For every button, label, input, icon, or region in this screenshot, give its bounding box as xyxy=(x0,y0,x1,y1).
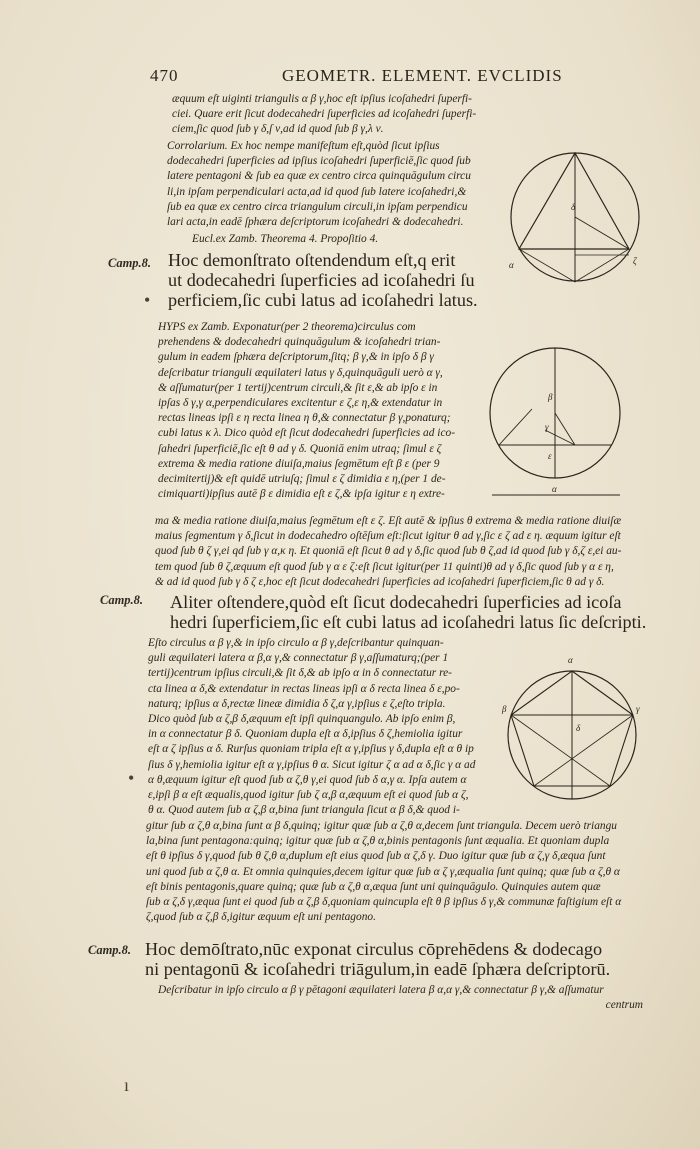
text-line: ciei. Quare erit ſicut dodecahedri ſuperficies ad icoſahedri ſuperfi- xyxy=(172,108,477,121)
margin-note: Camp.8. xyxy=(100,593,144,607)
ink-mark: • xyxy=(144,290,151,310)
figure-circle-construction xyxy=(490,335,640,505)
next-proposition xyxy=(145,939,655,979)
margin-note: Camp.8. xyxy=(108,256,152,270)
text-line: naturq; ipſius α δ,rectæ lineæ dimidia δ ζ,α γ,ipſius ε ζ,eſto tripla. xyxy=(148,697,446,710)
text-line: Eſto circulus α β γ,& in ipſo circulo α β γ,deſcribantur quinquan- xyxy=(148,637,444,649)
text-line: tem quod ſub θ ζ,æquum eſt quod ſub γ α ε ζ:eſt ſicut igitur(per 11 quinti)θ ad γ δ,ſic quod ſub γ α ε η, xyxy=(155,560,614,573)
text-line: ſius δ γ,hemiolia igitur eſt α γ,ipſius θ α. Sicut igitur ζ α ad α δ,ſic γ α ad xyxy=(148,758,476,771)
margin-note: Camp.8. xyxy=(88,943,132,957)
text-line: uni quod ſub α ζ,θ α. Et omnia quinquies,decem igitur quæ ſub α ζ γ,æqualia ſunt quinq; quæ ſub α ζ,θ α xyxy=(146,865,620,878)
text-line: extrema & media ratione diuiſa,maius ſegmētum eſt β ε (per 9 xyxy=(158,457,440,470)
text-line: decimitertij)& eſt quidē utriuſq; ſimul ε ζ dimidia ε η,(per 1 de- xyxy=(158,473,446,486)
ink-mark: • xyxy=(128,768,135,788)
figure-label: α xyxy=(552,484,557,494)
text-line: cta linea α δ,& extendatur in rectas lineas ipſi α δ recta linea δ ε,po- xyxy=(148,682,460,695)
text-line: cimiquarti)ipſius autē β ε dimidia eſt ε ζ,& ipſa igitur ε η extre- xyxy=(158,488,445,501)
text-line: lari acta,in eadē ſphæra deſcriptorum icoſahedri & dodecahedri. xyxy=(167,216,464,229)
figure-label: ζ xyxy=(633,256,637,266)
closing-text xyxy=(158,983,643,1013)
text-line: Hoc demonſtrato oſtendendum eſt,q erit xyxy=(168,250,456,270)
text-line: tertij)centrum ipſius circuli,& ſit δ,& ab ipſo α in δ connectatur re- xyxy=(148,667,452,680)
text-line: hedri ſuperficiem,ſic eſt cubi latus ad icoſahedri latus ſic deſcripti. xyxy=(170,612,647,633)
text-line: in α connectatur β δ. Quoniam dupla eſt α δ,ipſius δ ζ,hemiolia igitur xyxy=(148,728,463,741)
text-line: ſub α ζ,δ γ,æqua ſunt ei quod ſub α ζ,β δ,quoniam quincupla eſt θ β ipſius δ γ,& communæ faſtigium eſt α xyxy=(146,896,622,909)
text-line: gitur ſub α ζ,θ α,bina ſunt α β δ,quinq; igitur quæ ſub α ζ,θ α,decem ſunt triangula. Decem uerò triangu xyxy=(146,820,617,832)
figure-label: γ xyxy=(545,422,549,432)
text-line: ut dodecahedri ſuperficies ad icoſahedri ſu xyxy=(168,270,475,291)
text-line: li,in ipſam perpendiculari acta,ad id quod ſub latere icoſahedri,& xyxy=(167,185,467,198)
opening-text xyxy=(172,92,502,138)
text-line: ni pentagonū & icoſahedri triāgulum,in eadē ſphæra deſcriptorū. xyxy=(145,959,611,980)
text-line: ma & media ratione diuiſa,maius ſegmētum eſt ε ζ. Eſt autē & ipſius θ extrema & media ratione diuiſæ xyxy=(155,515,622,527)
hypothesis-text xyxy=(158,320,484,502)
text-line: eſt α ζ ipſius α δ. Rurſus quoniam tripla eſt α γ,ipſius γ δ,dupla eſt α θ ip xyxy=(148,743,474,756)
running-title: GEOMETR. ELEMENT. EVCLIDIS xyxy=(282,66,563,85)
text-line: & aſſumatur(per 1 tertij)centrum circuli,& ſit ε,& ab ipſo ε in xyxy=(158,381,438,394)
figure-label: α xyxy=(568,655,573,665)
running-header xyxy=(150,66,670,88)
text-line: ſahedri ſuperficiē,ſic eſt θ ad γ δ. Quoniā enim utraq; ſimul ε ζ xyxy=(158,442,442,455)
text-line: rectas lineas ipſi ε η recta linea η θ,& connectatur β γ,ponaturq; xyxy=(158,412,451,425)
text-line: cubi latus κ λ. Dico quòd eſt ſicut dodecahedri ſuperficies ad ico- xyxy=(158,427,456,440)
text-line: deſcribatur trianguli æquilateri latus γ δ,quinquāguli uerò α γ, xyxy=(158,366,443,379)
figure-label: β xyxy=(502,704,507,714)
text-line: ipſas δ γ,γ α,perpendiculares excitentur ε ζ,ε η,& extendatur in xyxy=(158,397,443,410)
text-line: eſt binis pentagonis,quare quinq; quæ ſub α ζ,θ α,æqua ſunt uni quinquāgulo. Quinquies autem quæ xyxy=(146,880,601,893)
text-line: ſub ea quæ ex centro circa triangulum circuli,in ipſam perpendicu xyxy=(167,200,468,213)
text-line: & ad id quod ſub γ δ ζ ε,hoc eſt ſicut dodecahedri ſuperficies ad icoſahedri ſuperficiem,ſic θ ad γ δ. xyxy=(155,575,605,588)
theorem-heading: Eucl.ex Zamb. Theorema 4. Propoſitio 4. xyxy=(192,233,379,245)
text-line: æquum eſt uiginti triangulis α β γ,hoc eſt ipſius icoſahedri ſuperfi- xyxy=(172,93,472,105)
text-line: Aliter oſtendere,quòd eſt ſicut dodecahedri ſuperficies ad icoſa xyxy=(170,592,622,612)
ink-mark: ı xyxy=(124,1075,130,1095)
figure-label: δ xyxy=(571,202,576,212)
text-line: Dico quòd ſub α ζ,β δ,æquum eſt ipſi quinquangulo. Ab ipſo enim β, xyxy=(148,713,456,726)
text-line: perficiem,ſic cubi latus ad icoſahedri latus. xyxy=(168,290,478,311)
text-line: ζ,quod ſub α ζ,β δ,igitur æquum eſt uni pentagono. xyxy=(146,911,376,924)
text-line: Hoc demōſtrato,nūc exponat circulus cōprehēdens & dodecago xyxy=(145,939,603,959)
continuation-text xyxy=(155,514,657,590)
figure-pentagon-circle xyxy=(500,655,650,815)
text-line: latere pentagoni & ſub ea quæ ex centro circa quinquāgulum circu xyxy=(167,170,471,183)
text-line: guli æquilateri latera α β,α γ,& connectatur β γ,aſſumaturq;(per 1 xyxy=(148,652,449,665)
figure-label: δ xyxy=(576,723,581,733)
text-line: ε,ipſi β α eſt æqualis,quod igitur ſub ζ α,β α,æquum eſt ei quod ſub α ζ, xyxy=(148,789,469,802)
page-number: 470 xyxy=(150,66,179,85)
text-line: HYPS ex Zamb. Exponatur(per 2 theorema)circulus com xyxy=(158,321,416,333)
text-line: gulum in eadem ſphæra deſcriptorum,ſitq; β γ,& in ipſo δ β γ xyxy=(158,351,434,364)
figure-label: β xyxy=(548,392,553,402)
figure-circle-triangle xyxy=(505,140,650,290)
text-line: θ α. Quod autem ſub α ζ,β α,bina ſunt triangula ſicut α β δ,& quod i- xyxy=(148,804,460,817)
alternative-proposition xyxy=(170,592,660,632)
proposition-statement xyxy=(168,250,488,311)
text-line: Corrolarium. Ex hoc nempe manifeſtum eſt,quòd ſicut ipſius xyxy=(167,140,440,152)
text-line: la,bina ſunt pentagona:quinq; igitur quæ ſub α ζ,θ α,binis pentagonis ſunt æqualia. Et quoniam dupla xyxy=(146,835,610,848)
proof-text xyxy=(148,636,493,818)
text-line: ciem,ſic quod ſub γ δ,ſ ν,ad id quod ſub β γ,λ ν. xyxy=(172,123,384,136)
figure-label: ε xyxy=(548,451,552,461)
text-line: Deſcribatur in ipſo circulo α β γ pētagoni æquilateri latera β α,α γ,& connectatur β γ,& aſſumatur xyxy=(158,984,604,996)
text-line: prehendens & dodecahedri quinquāgulum & icoſahedri trian- xyxy=(158,336,441,349)
catchword: centrum xyxy=(605,999,643,1012)
figure-label: γ xyxy=(636,704,640,714)
text-line: eſt θ ipſius δ γ,quod ſub θ ζ,θ α,duplum eſt eius quod ſub α ζ,δ γ. Duo igitur quæ ſub α ζ,γ δ,æqua ſunt xyxy=(146,850,606,863)
text-line: α θ,æquum igitur eſt quod ſub α ζ,θ γ,ei quod ſub δ α,γ α. Ipſa autem α xyxy=(148,773,467,786)
corollary-text xyxy=(167,139,492,230)
text-line: quod ſub θ ζ γ,ei qd ſub γ α,κ η. Et quoniā eſt ſicut θ ad γ δ,ſic quod ſub θ ζ,ad id quod ſub γ δ,ζ ε,ei au- xyxy=(155,545,622,558)
proof-continuation xyxy=(146,819,658,925)
figure-label: α xyxy=(509,260,514,270)
text-line: maius ſegmentum γ δ,ſicut in dodecahedro oſtēſum eſt:ſicut igitur θ ad γ,ſic ε ζ ad ε η. æquum igitur eſt xyxy=(155,530,621,543)
text-line: dodecahedri ſuperficies ad ipſius icoſahedri ſuperficiē,ſic quod ſub xyxy=(167,155,471,168)
